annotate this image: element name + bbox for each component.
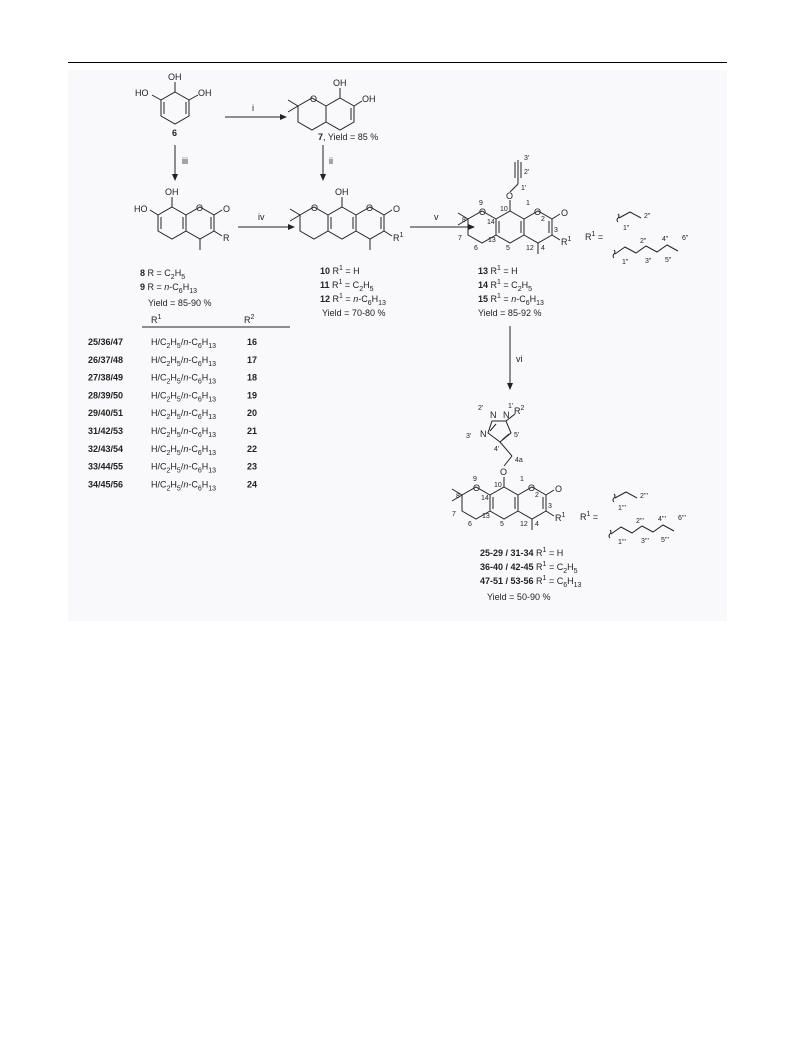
atom-ho: HO	[134, 204, 148, 214]
yield-triazole: Yield = 50-90 %	[487, 592, 551, 602]
label-compounds-47-56: 47-51 / 53-56 $R^1 = C_6H_{13}$	[480, 575, 582, 589]
yield-8-9: Yield = 85-90 %	[148, 298, 212, 308]
atom-r1: $R^1$	[555, 512, 566, 523]
atom-r2: $R^2$	[514, 405, 525, 416]
atom-r1: $R^1$	[561, 236, 572, 247]
substituent-table	[88, 314, 290, 492]
arrowhead	[172, 174, 178, 181]
atom-number: 3	[554, 227, 558, 234]
table-cell-r2: 24	[247, 479, 258, 490]
label-compound-15: 15 $R^1 = n-C_6H_{13}$	[478, 293, 544, 307]
structure-triazole-products	[452, 403, 582, 602]
table-cell-r1: $H/C_2H_5/n-C_6H_{13}$	[151, 390, 217, 404]
table-cell-r2: 19	[247, 390, 258, 401]
atom-o: O	[534, 207, 542, 217]
atom-number: 1'	[521, 185, 527, 192]
label-compounds-36-45: 36-40 / 42-45 $R^1 = C_2H_5$	[480, 561, 578, 575]
table-cell-r1: $H/C_2H_5/n-C_6H_{13}$	[151, 426, 217, 439]
atom-number: 4'	[494, 446, 500, 453]
structure-7	[288, 78, 378, 142]
table-cell-r2: 23	[247, 461, 258, 472]
atom-number: 5"	[665, 257, 672, 264]
atom-number: 14	[487, 219, 495, 226]
step-label-i: i	[252, 103, 254, 113]
step-label-vi: vi	[516, 354, 523, 364]
atom-number: 1	[520, 476, 524, 483]
atom-number: 1"	[622, 259, 629, 266]
r1-equals-label: $R^1$ =	[580, 511, 599, 522]
label-compound-9: 9 $R = n-C_6H_{13}$	[140, 282, 197, 295]
atom-number: 2'''	[640, 493, 648, 500]
table-cell-r2: 20	[247, 408, 258, 419]
atom-oh: OH	[198, 88, 212, 98]
atom-number: 10	[500, 206, 508, 213]
table-body	[88, 337, 257, 492]
step-label-ii: ii	[329, 156, 333, 166]
atom-o: O	[500, 467, 508, 477]
structure-8-9	[134, 187, 230, 308]
table-header-r1: $R^1$	[151, 314, 162, 325]
atom-number: 8	[462, 217, 466, 224]
label-compounds-25-34: 25-29 / 31-34 $R^1 = H$	[480, 547, 564, 558]
table-cell-compounds: 28/39/50	[88, 390, 124, 401]
atom-number: 3'	[466, 433, 472, 440]
table-cell-compounds: 34/45/56	[88, 479, 124, 490]
label-compound-12: 12 $R^1 = n-C_6H_{13}$	[320, 293, 386, 307]
table-cell-r2: 18	[247, 372, 258, 383]
table-cell-r1: $H/C_2H_5/n-C_6H_{13}$	[151, 337, 217, 350]
table-cell-r2: 22	[247, 443, 258, 454]
atom-n: N	[480, 429, 487, 439]
table-cell-compounds: 27/38/49	[88, 372, 124, 383]
atom-n: N	[490, 410, 497, 420]
atom-oh: OH	[333, 78, 347, 88]
atom-number: 13	[482, 513, 490, 520]
atom-number: 14	[481, 495, 489, 502]
atom-number: 7	[452, 511, 456, 518]
atom-number: 4'''	[658, 516, 666, 523]
arrowhead	[288, 224, 295, 230]
atom-number: 5	[506, 245, 510, 252]
atom-number: 6	[474, 245, 478, 252]
r1-equals-label: $R^1$ =	[585, 231, 604, 242]
atom-number: 3'	[524, 155, 530, 162]
structure-6	[135, 72, 212, 138]
atom-number: 3"	[645, 258, 652, 265]
atom-number: 4	[541, 245, 545, 252]
atom-number: 1"	[623, 225, 630, 232]
table-cell-compounds: 29/40/51	[88, 408, 124, 419]
atom-number: 8	[456, 493, 460, 500]
atom-number: 13	[488, 237, 496, 244]
compound-label-7: 7	[318, 132, 324, 142]
atom-number: 6"	[682, 235, 689, 242]
structure-10-12	[290, 187, 404, 318]
step-label-iii: iii	[182, 156, 188, 166]
arrowhead	[280, 114, 287, 120]
atom-number: 3	[548, 503, 552, 510]
yield-7: , Yield = 85 %	[323, 132, 379, 142]
atom-r: R	[223, 233, 230, 243]
r1-sidechains-upper	[585, 212, 689, 266]
atom-number: 2'	[478, 405, 484, 412]
atom-number: 6'''	[678, 515, 686, 522]
table-cell-compounds: 31/42/53	[88, 426, 124, 436]
label-compound-11: 11 $R^1 = C_2H_5$	[320, 279, 374, 293]
table-cell-r1: $H/C_2H_5/n-C_6H_{13}$	[151, 479, 217, 493]
table-cell-r1: $H/C_2H_5/n-C_6H_{13}$	[151, 461, 217, 475]
atom-number: 2"	[640, 238, 647, 245]
atom-number: 12	[520, 521, 528, 528]
table-header-r2: $R^2$	[244, 314, 255, 325]
atom-number: 2'''	[636, 518, 644, 525]
atom-number: 2	[541, 216, 545, 223]
label-compound-8: 8 $R = C_2H_5$	[140, 268, 186, 281]
table-cell-compounds: 33/44/55	[88, 461, 124, 472]
structure-13-15	[458, 155, 572, 318]
atom-number: 3'''	[641, 538, 649, 545]
atom-n: N	[503, 410, 510, 420]
table-cell-r1: $H/C_2H_5/n-C_6H_{13}$	[151, 354, 217, 368]
atom-number: 1'''	[618, 505, 626, 512]
atom-oh: OH	[335, 187, 349, 197]
atom-o: O	[310, 94, 318, 104]
compound-7-caption	[318, 132, 378, 142]
arrowhead	[507, 383, 513, 390]
atom-number: 7	[458, 235, 462, 242]
table-cell-r2: 17	[247, 354, 258, 365]
label-compound-10: 10 $R^1 = H$	[320, 265, 360, 276]
table-cell-compounds: 25/36/47	[88, 337, 124, 347]
r1-sidechains-lower	[580, 492, 686, 546]
atom-o: O	[311, 203, 319, 213]
table-cell-compounds: 26/37/48	[88, 354, 124, 365]
step-label-iv: iv	[258, 212, 265, 222]
table-cell-r1: $H/C_2H_5/n-C_6H_{13}$	[151, 372, 217, 386]
atom-number: 1	[526, 200, 530, 207]
atom-number: 9	[479, 200, 483, 207]
atom-number: 1'''	[618, 539, 626, 546]
table-cell-r1: $H/C_2H_5/n-C_6H_{13}$	[151, 408, 217, 422]
atom-number: 4a	[515, 457, 523, 464]
yield-10-12: Yield = 70-80 %	[322, 308, 386, 318]
atom-o: O	[366, 203, 374, 213]
arrowhead	[468, 224, 475, 230]
atom-o: O	[479, 207, 487, 217]
atom-o: O	[555, 484, 563, 494]
atom-ho: HO	[135, 88, 149, 98]
atom-o: O	[223, 204, 231, 214]
table-cell-r2: 21	[247, 426, 258, 436]
atom-number: 5	[500, 521, 504, 528]
atom-number: 5'	[514, 432, 520, 439]
atom-number: 2	[535, 492, 539, 499]
atom-o: O	[561, 208, 569, 218]
yield-13-15: Yield = 85-92 %	[478, 308, 542, 318]
atom-number: 4"	[662, 236, 669, 243]
step-label-v: v	[434, 212, 439, 222]
atom-o: O	[393, 204, 401, 214]
atom-number: 2'	[524, 169, 530, 176]
label-compound-13: 13 $R^1 = H$	[478, 265, 518, 276]
table-cell-r2: 16	[247, 337, 258, 347]
atom-number: 9	[473, 476, 477, 483]
label-compound-14: 14 $R^1 = C_2H_5$	[478, 279, 532, 293]
atom-oh: OH	[362, 94, 376, 104]
atom-r1: $R^1$	[393, 232, 404, 243]
atom-number: 6	[468, 521, 472, 528]
atom-number: 4	[535, 521, 539, 528]
atom-number: 2"	[644, 213, 651, 220]
atom-number: 1'	[508, 403, 514, 410]
atom-number: 10	[494, 482, 502, 489]
atom-number: 5'''	[661, 537, 669, 544]
atom-o: O	[506, 191, 514, 201]
atom-o: O	[528, 483, 536, 493]
arrowhead	[320, 174, 326, 181]
compound-label-6: 6	[172, 128, 178, 138]
atom-oh: OH	[165, 187, 179, 197]
table-cell-r1: $H/C_2H_5/n-C_6H_{13}$	[151, 443, 217, 457]
atom-o: O	[473, 483, 481, 493]
atom-number: 12	[526, 245, 534, 252]
atom-o: O	[196, 203, 204, 213]
table-cell-compounds: 32/43/54	[88, 443, 124, 454]
atom-oh: OH	[168, 72, 182, 82]
